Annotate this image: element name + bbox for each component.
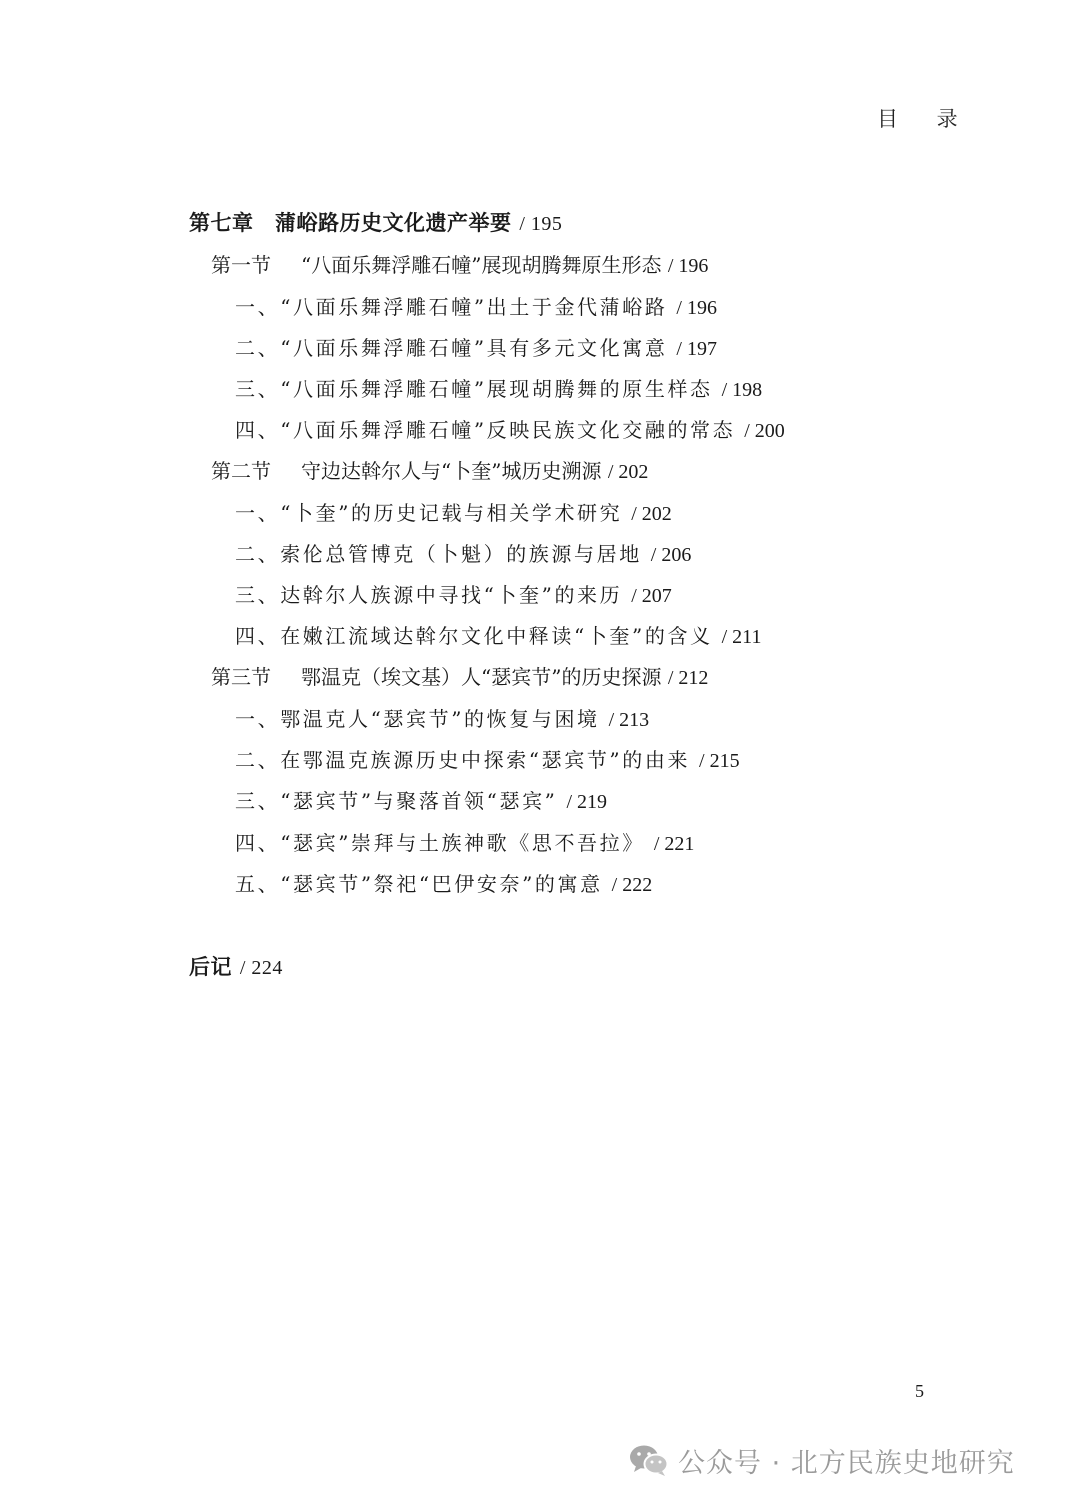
- subsection-page: / 206: [650, 544, 692, 566]
- toc-subsection[interactable]: [235, 787, 607, 816]
- subsection-page: / 222: [611, 874, 653, 896]
- subsection-title: 一、“八面乐舞浮雕石幢”出土于金代蒲峪路: [235, 295, 668, 319]
- subsection-page: / 196: [676, 297, 717, 319]
- subsection-page: / 197: [676, 338, 717, 360]
- section-page: / 196: [667, 255, 709, 277]
- toc-afterword[interactable]: [189, 953, 283, 982]
- subsection-page: / 211: [721, 626, 762, 648]
- section-title: 守边达斡尔人与“卜奎”城历史溯源: [301, 459, 602, 483]
- subsection-page: / 202: [631, 503, 672, 525]
- toc-subsection[interactable]: [235, 829, 694, 858]
- subsection-title: 五、“瑟宾节”祭祀“巴伊安奈”的寓意: [235, 872, 603, 896]
- section-label: 第一节: [211, 253, 271, 277]
- watermark-text: 公众号 · 北方民族史地研究: [678, 1447, 1015, 1479]
- subsection-title: 三、“八面乐舞浮雕石幢”展现胡腾舞的原生样态: [235, 377, 713, 401]
- subsection-page: / 221: [653, 833, 695, 855]
- subsection-title: 四、“八面乐舞浮雕石幢”反映民族文化交融的常态: [235, 418, 736, 442]
- section-page: / 202: [607, 461, 649, 483]
- afterword-page: / 224: [239, 957, 283, 979]
- afterword-title: 后记: [189, 954, 232, 979]
- toc-section[interactable]: [211, 457, 648, 486]
- subsection-page: / 207: [631, 585, 672, 607]
- subsection-title: 二、“八面乐舞浮雕石幢”具有多元文化寓意: [235, 336, 668, 360]
- toc-subsection[interactable]: [235, 334, 717, 363]
- section-label: 第三节: [211, 665, 271, 689]
- toc-subsection[interactable]: [235, 581, 672, 610]
- toc-subsection[interactable]: [235, 540, 691, 569]
- toc-subsection[interactable]: [235, 746, 740, 775]
- subsection-page: / 219: [566, 791, 608, 813]
- subsection-page: / 200: [744, 420, 785, 442]
- toc-subsection[interactable]: [235, 375, 762, 404]
- section-page: / 212: [667, 667, 709, 689]
- toc-section[interactable]: [211, 251, 708, 280]
- toc-subsection[interactable]: [235, 499, 672, 528]
- subsection-title: 三、“瑟宾节”与聚落首领“瑟宾”: [235, 789, 558, 813]
- subsection-title: 四、“瑟宾”崇拜与土族神歌《思不吾拉》: [235, 831, 645, 855]
- subsection-title: 二、在鄂温克族源历史中探索“瑟宾节”的由来: [235, 748, 691, 772]
- subsection-title: 四、在嫩江流域达斡尔文化中释读“卜奎”的含义: [235, 624, 713, 648]
- chapter-page: / 195: [519, 213, 563, 235]
- subsection-title: 一、鄂温克人“瑟宾节”的恢复与困境: [235, 707, 600, 731]
- subsection-title: 一、“卜奎”的历史记载与相关学术研究: [235, 501, 623, 525]
- toc-subsection[interactable]: [235, 870, 652, 899]
- toc-chapter[interactable]: [189, 209, 562, 238]
- toc-subsection[interactable]: [235, 622, 761, 651]
- toc-subsection[interactable]: [235, 293, 717, 322]
- section-label: 第二节: [211, 459, 271, 483]
- subsection-title: 三、达斡尔人族源中寻找“卜奎”的来历: [235, 583, 623, 607]
- subsection-title: 二、索伦总管博克（卜魁）的族源与居地: [235, 542, 642, 566]
- subsection-page: / 215: [699, 750, 740, 772]
- chapter-title: 第七章 蒲峪路历史文化遗产举要: [189, 210, 512, 235]
- toc-subsection[interactable]: [235, 416, 785, 445]
- watermark: [628, 1440, 1015, 1480]
- section-title: 鄂温克（埃文基）人“瑟宾节”的历史探源: [301, 665, 662, 689]
- toc-subsection[interactable]: [235, 705, 649, 734]
- subsection-page: / 198: [721, 379, 763, 401]
- toc-section[interactable]: [211, 663, 708, 692]
- page-header: 目 录: [877, 107, 974, 131]
- page-number: 5: [915, 1381, 924, 1401]
- subsection-page: / 213: [608, 709, 650, 731]
- section-title: “八面乐舞浮雕石幢”展现胡腾舞原生形态: [301, 253, 662, 277]
- wechat-icon: [628, 1442, 670, 1478]
